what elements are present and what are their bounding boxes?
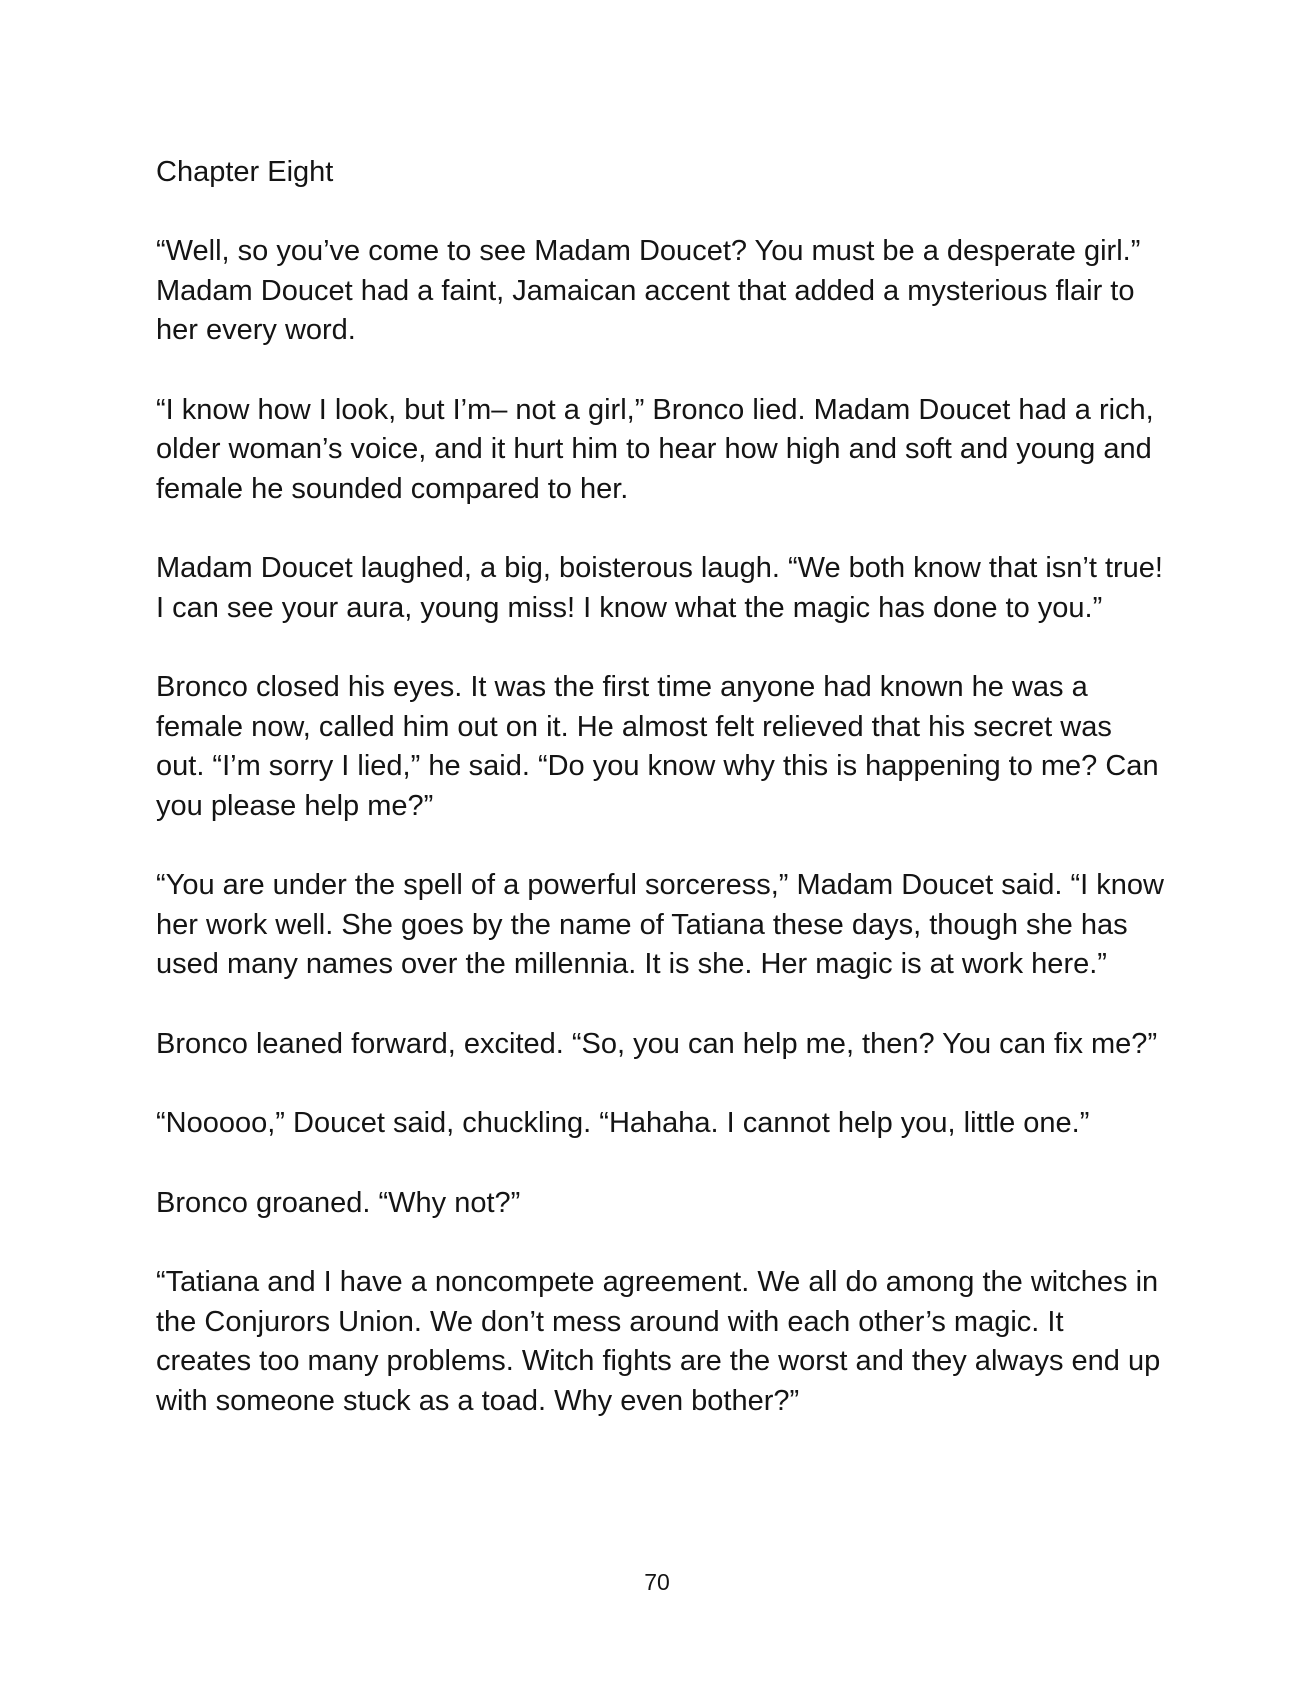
paragraph: Bronco leaned forward, excited. “So, you can help me, then? You can fix me?” [156, 1027, 1158, 1060]
paragraph: Bronco closed his eyes. It was the first time anyone had known he was a female now, called him out on it. He almost felt relieved that his secret was out. “I’m sorry I lied,” he said. “Do you know why this is happening to me? Can you please help me?” [156, 671, 1159, 822]
paragraph: Bronco groaned. “Why not?” [156, 1186, 521, 1219]
paragraph: “You are under the spell of a powerful sorceress,” Madam Doucet said. “I know her work well. She goes by the name of Tatiana these days, though she has used many names over the millennia. It is she. Her magic is at work here.” [156, 869, 1164, 980]
paragraph: Madam Doucet laughed, a big, boisterous laugh. “We both know that isn’t true! I can see your aura, young miss! I know what the magic has done to you.” [156, 552, 1163, 624]
paragraph: “Tatiana and I have a noncompete agreement. We all do among the witches in the Conjurors Union. We don’t mess around with each other’s magic. It creates too many problems. Witch fights are the worst and they always end up with someone stuck as a toad. Why even bother?” [156, 1266, 1161, 1417]
page-body [156, 152, 1166, 1461]
page-number: 70 [644, 1569, 670, 1595]
chapter-heading: Chapter Eight [156, 156, 334, 188]
paragraph: “Well, so you’ve come to see Madam Doucet? You must be a desperate girl.” Madam Doucet had a faint, Jamaican accent that added a mysterious flair to her every word. [156, 235, 1141, 346]
paragraph: “Nooooo,” Doucet said, chuckling. “Hahaha. I cannot help you, little one.” [156, 1107, 1090, 1139]
paragraph: “I know how I look, but I’m– not a girl,” Bronco lied. Madam Doucet had a rich, older woman’s voice, and it hurt him to hear how high and soft and young and female he sounded compared to her. [156, 393, 1154, 505]
